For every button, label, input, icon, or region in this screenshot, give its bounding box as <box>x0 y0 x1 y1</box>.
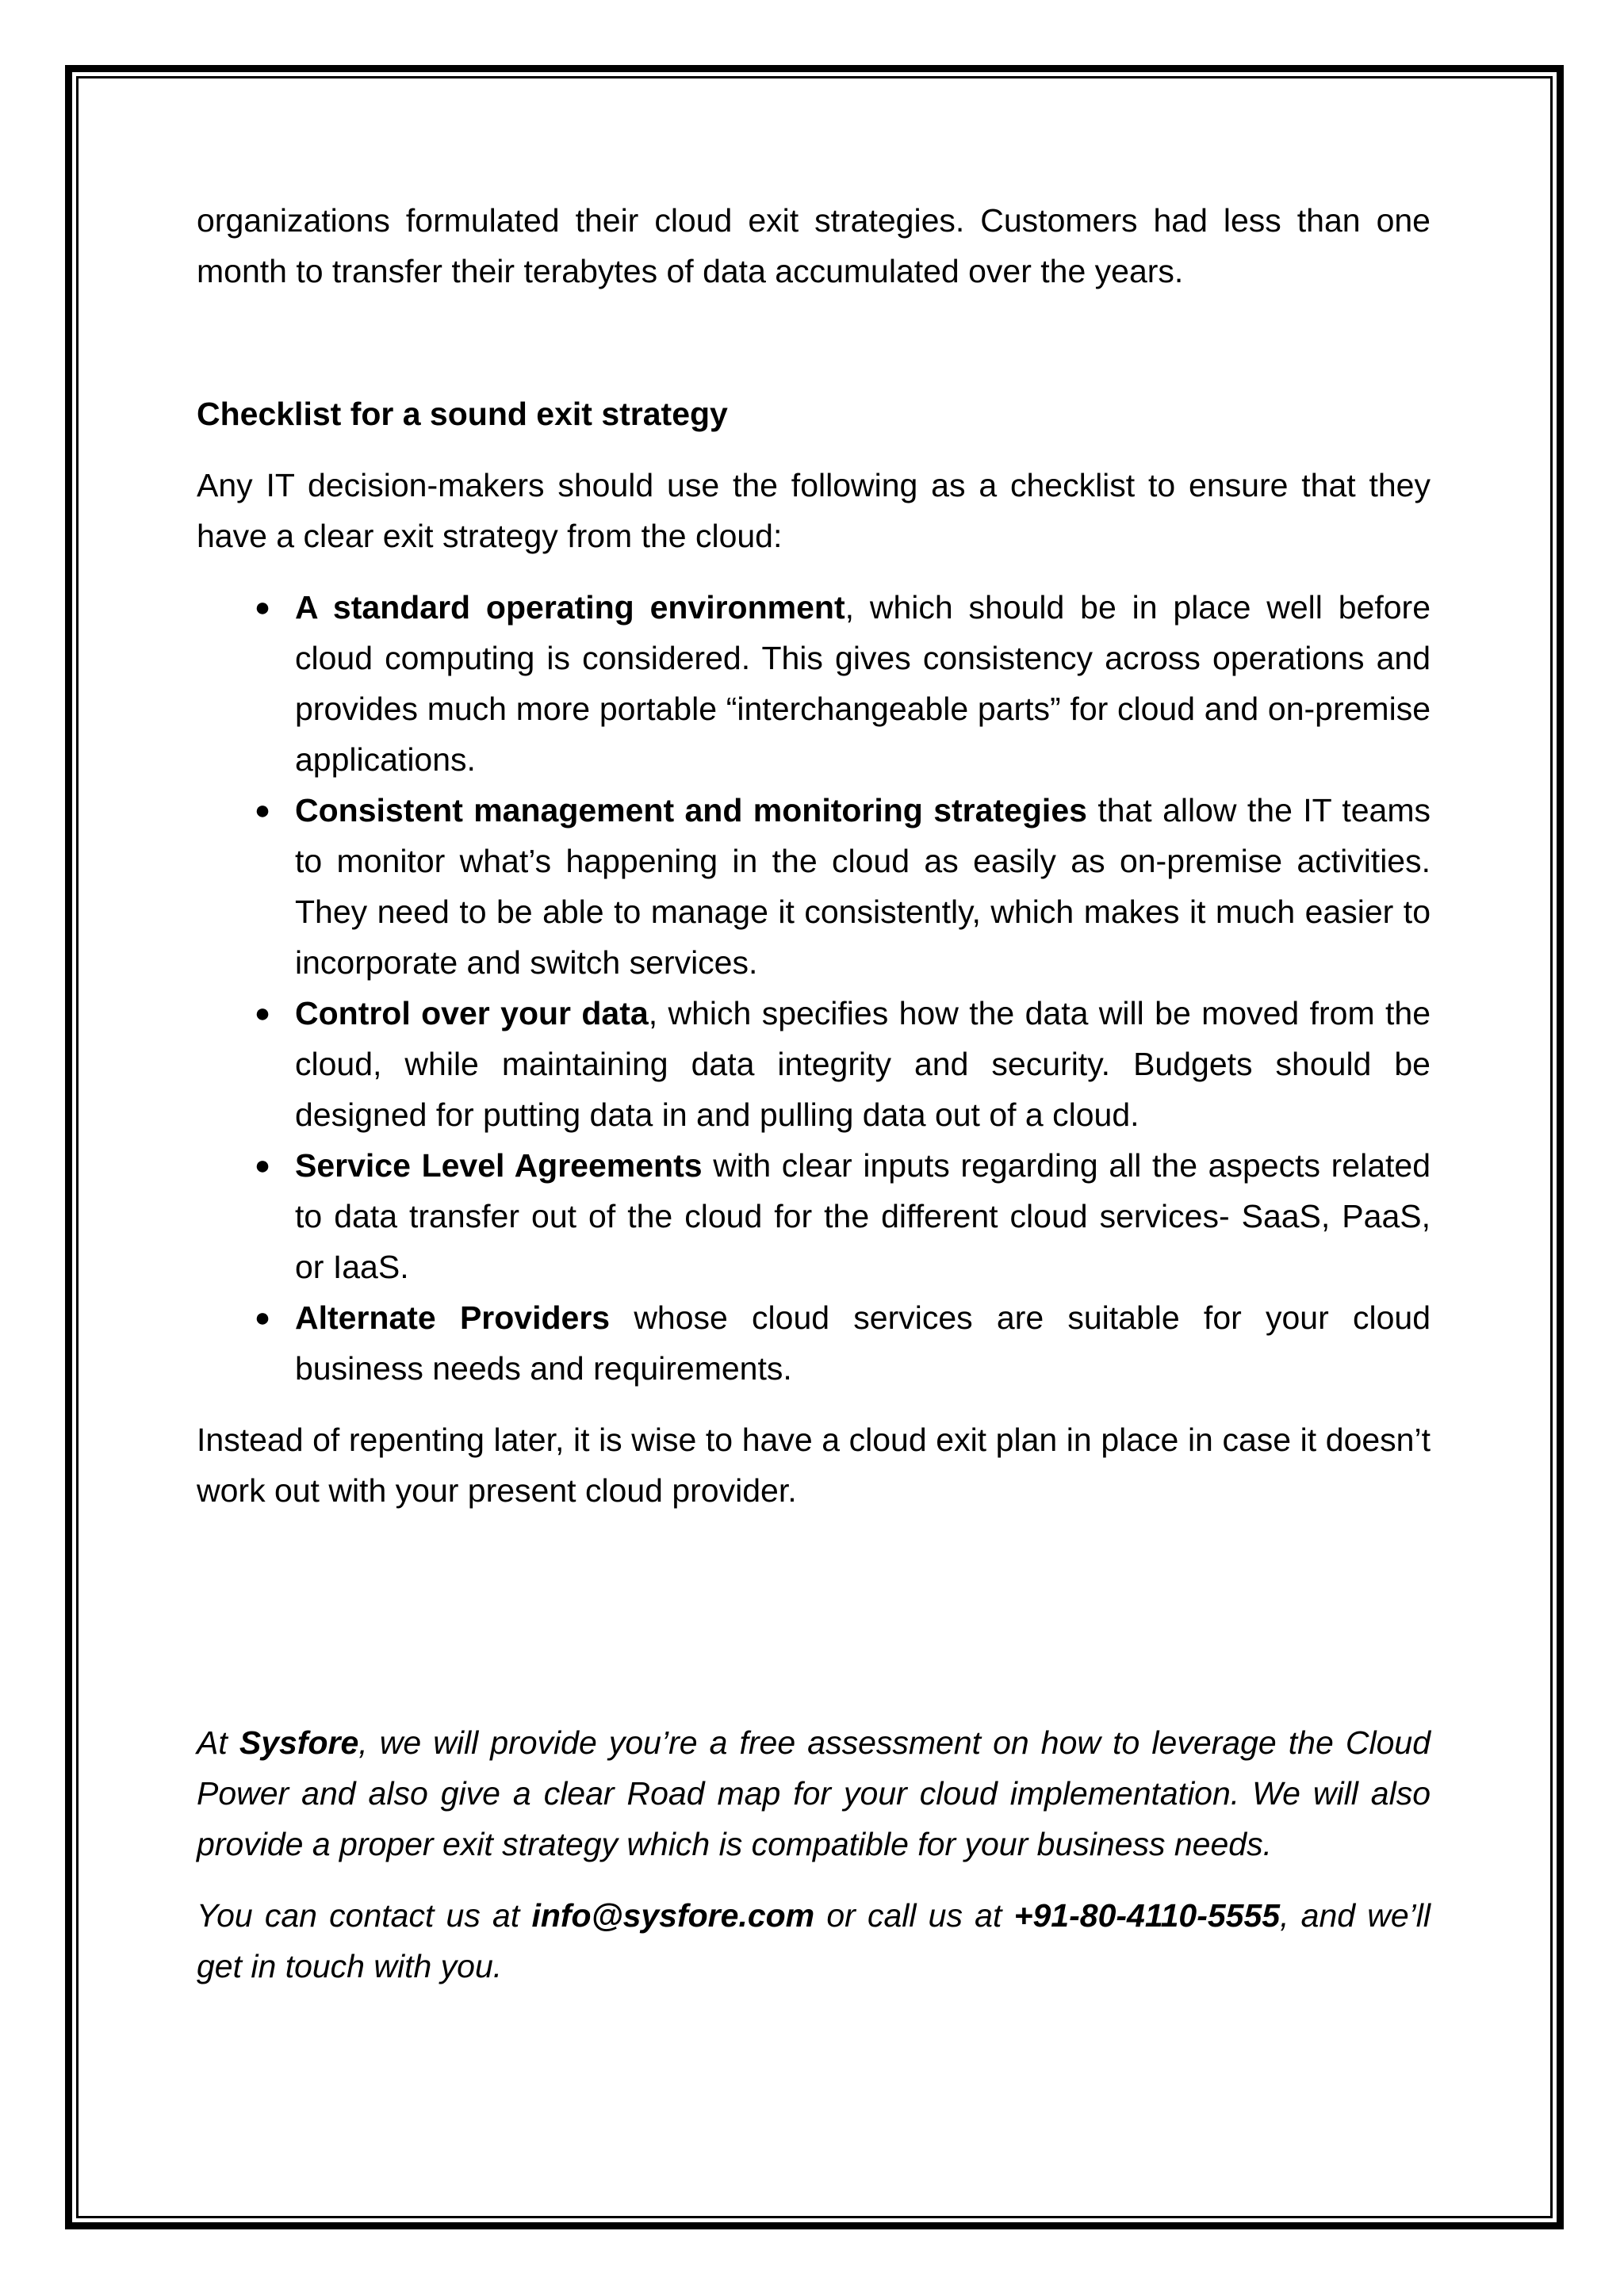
bullet-icon: ● <box>254 795 271 825</box>
section-intro-paragraph: Any IT decision-makers should use the following as a checklist to ensure that they have a clear exit strategy from the cloud: <box>197 467 1431 554</box>
checklist-text: whose cloud services are suitable for your cloud business needs and requirements. <box>295 1299 1431 1387</box>
promo-prefix: At <box>197 1724 239 1761</box>
contact-prefix: You can contact us at <box>197 1897 532 1934</box>
checklist <box>197 582 1431 1394</box>
contact-suffix: , and we’ll get in touch with you. <box>197 1897 1431 1984</box>
checklist-text: with clear inputs regarding all the aspects related to data transfer out of the cloud for the different cloud services- SaaS, PaaS, or IaaS. <box>295 1147 1431 1285</box>
promo-body: , we will provide you’re a free assessment on how to leverage the Cloud Power and also give a clear Road map for your cloud implementation. We will also provide a proper exit strategy which is compatible for your business needs. <box>197 1724 1431 1862</box>
checklist-term: Service Level Agreements <box>295 1147 703 1184</box>
checklist-term: Alternate Providers <box>295 1299 611 1336</box>
section-heading: Checklist for a sound exit strategy <box>197 396 728 432</box>
checklist-item-service-level-agreements <box>197 1140 1431 1292</box>
bullet-icon: ● <box>254 592 271 622</box>
company-name: Sysfore <box>239 1724 359 1761</box>
contact-middle: or call us at <box>814 1897 1014 1934</box>
checklist-term: Consistent management and monitoring strategies <box>295 792 1087 828</box>
bullet-icon: ● <box>254 1150 271 1181</box>
checklist-item-standard-environment <box>197 582 1431 785</box>
checklist-text: , which specifies how the data will be moved from the cloud, while maintaining data integrity and security. Budgets should be designed for putting data in and pulling data out of a cloud. <box>295 995 1431 1133</box>
checklist-text: , which should be in place well before cloud computing is considered. This gives consistency across operations and provides much more portable “interchangeable parts” for cloud and on-premise applications. <box>295 589 1431 778</box>
checklist-term: A standard operating environment <box>295 589 845 626</box>
closing-paragraph: Instead of repenting later, it is wise to have a cloud exit plan in place in case it doesn’t work out with your present cloud provider. <box>197 1422 1431 1509</box>
contact-phone: +91-80-4110-5555 <box>1013 1897 1281 1934</box>
document-body <box>197 195 1431 2012</box>
promo-paragraph <box>197 1717 1431 1869</box>
bullet-icon: ● <box>254 1303 271 1333</box>
checklist-item-management-monitoring <box>197 785 1431 988</box>
contact-email: info@sysfore.com <box>531 1897 815 1934</box>
bullet-icon: ● <box>254 998 271 1028</box>
checklist-term: Control over your data <box>295 995 649 1031</box>
intro-paragraph: organizations formulated their cloud exit strategies. Customers had less than one month to transfer their terabytes of data accumulated over the years. <box>197 202 1431 289</box>
checklist-item-alternate-providers <box>197 1292 1431 1394</box>
contact-paragraph <box>197 1890 1431 1992</box>
checklist-item-data-control <box>197 988 1431 1140</box>
checklist-text: that allow the IT teams to monitor what’s happening in the cloud as easily as on-premise activities. They need to be able to manage it consistently, which makes it much easier to incorporate and switch services. <box>295 792 1431 981</box>
